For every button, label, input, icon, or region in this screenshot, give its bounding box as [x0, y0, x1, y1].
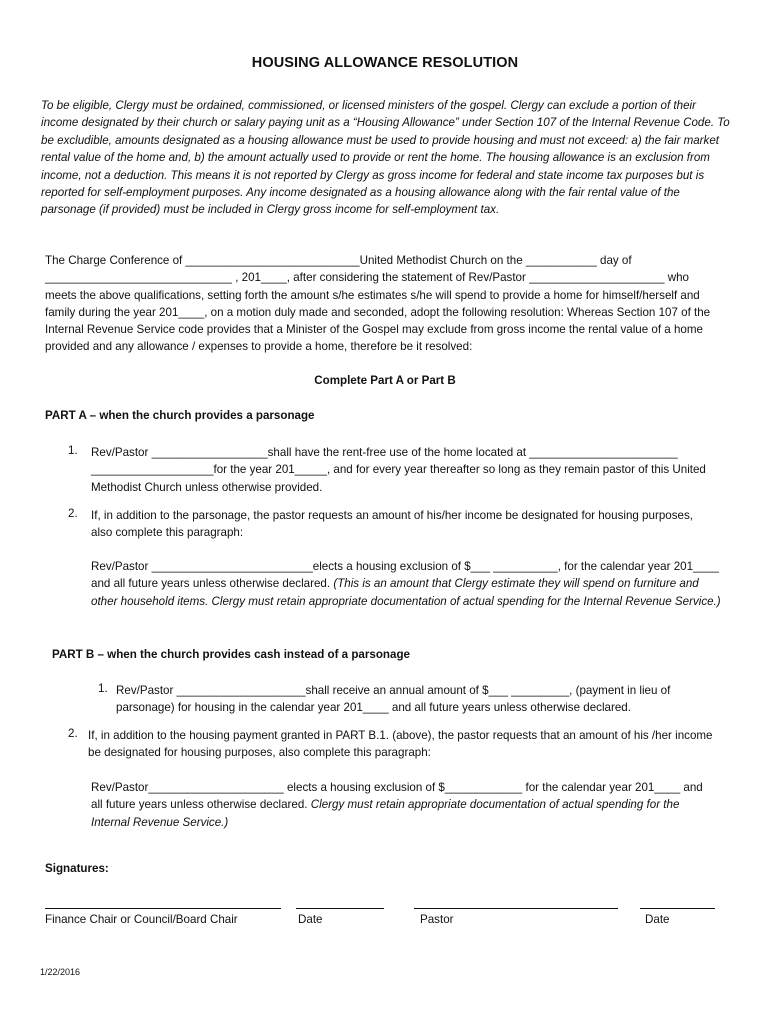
part-b-item2: If, in addition to the housing payment granted in PART B.1. (above), the pastor requests that an amount of his /her income be designated for housing purposes, also complete this paragraph: — [88, 729, 713, 760]
part-a-item2-number: 2. — [68, 507, 78, 520]
part-b-item2-number: 2. — [68, 727, 78, 740]
finance-chair-label: Finance Chair or Council/Board Chair — [45, 913, 238, 926]
document-title: HOUSING ALLOWANCE RESOLUTION — [251, 55, 519, 71]
finance-chair-date-label: Date — [298, 913, 323, 926]
pastor-signature-line[interactable] — [414, 908, 618, 909]
part-a-item1: Rev/Pastor __________________shall have the rent-free use of the home located at _______________________ ___________________for the year 201_____, and for every year thereafter so long as they remain pastor of this United Methodist Church unless otherwise provided. — [91, 446, 706, 494]
part-b-item1-number: 1. — [98, 682, 108, 695]
finance-chair-date-line[interactable] — [296, 908, 384, 909]
part-a-item2: If, in addition to the parsonage, the pastor requests an amount of his/her income be designated for housing purposes, also complete this paragraph: — [91, 509, 693, 540]
part-a-heading: PART A – when the church provides a parsonage — [45, 409, 315, 422]
part-a-item1-number: 1. — [68, 444, 78, 457]
part-a-item2-sub-note: (This is an amount that Clergy estimate they will spend on furniture and other household items. Clergy must retain appropriate documentation of actual spending for the Internal Revenue Service.) — [91, 577, 721, 608]
pastor-label: Pastor — [420, 913, 454, 926]
pastor-date-label: Date — [645, 913, 670, 926]
complete-part-instruction: Complete Part A or Part B — [314, 374, 456, 387]
footer-date: 1/22/2016 — [40, 967, 81, 977]
part-b-item2-subparagraph — [91, 779, 716, 831]
resolution-paragraph: The Charge Conference of ___________________________United Methodist Church on the ___________ day of _____________________________ , 201____, after considering the statement of Rev/Pastor _____________________ who meets the above qualifications, setting forth the amount s/he estimates s/he will spend to provide a home for himself/herself and family during the year 201____, on a motion duly made and seconded, adopt the following resolution: Whereas Section 107 of the Internal Revenue Service code provides that a Minister of the Gospel may exclude from gross income the rental value of a home provided and any allowance / expenses to provide a home, therefore be it resolved: — [45, 254, 711, 354]
pastor-date-line[interactable] — [640, 908, 715, 909]
eligibility-intro: To be eligible, Clergy must be ordained, commissioned, or licensed ministers of the gospel. Clergy can exclude a portion of their income designated by their church or salary paying unit as a “Housing Allowance” under Section 107 of the Internal Revenue Code. To be excludible, amounts designated as a housing allowance must be used to provide housing and must not exceed: a) the fair market rental value of the home and, b) the amount actually used to provide or rent the home. The housing allowance is an exclusion from income, not a deduction. This means it is not reported by Clergy as gross income for federal and state income tax purposes but is reported for self-employment purposes. Any income designated as a housing allowance along with the fair rental value of the parsonage (if provided) must be included in Clergy gross income for self-employment tax. — [41, 99, 730, 217]
part-b-heading: PART B – when the church provides cash instead of a parsonage — [52, 648, 410, 661]
part-b-item2-sub-text: Rev/Pastor_____________________ elects a housing exclusion of $____________ for the calendar year 201____ and all future years unless otherwise declared. — [91, 781, 703, 812]
signatures-heading: Signatures: — [45, 862, 109, 875]
part-b-item1: Rev/Pastor ____________________shall receive an annual amount of $___ _________, (payment in lieu of parsonage) for housing in the calendar year 201____ and all future years unless otherwise declared. — [116, 684, 671, 715]
part-a-item2-subparagraph — [91, 558, 726, 610]
part-b-item2-sub-note: Clergy must retain appropriate documentation of actual spending for the Internal Revenue Service.) — [91, 798, 680, 829]
part-a-item2-sub-text: Rev/Pastor _________________________elects a housing exclusion of $___ __________, for the calendar year 201____ and all future years unless otherwise declared. — [91, 560, 719, 591]
finance-chair-signature-line[interactable] — [45, 908, 281, 909]
